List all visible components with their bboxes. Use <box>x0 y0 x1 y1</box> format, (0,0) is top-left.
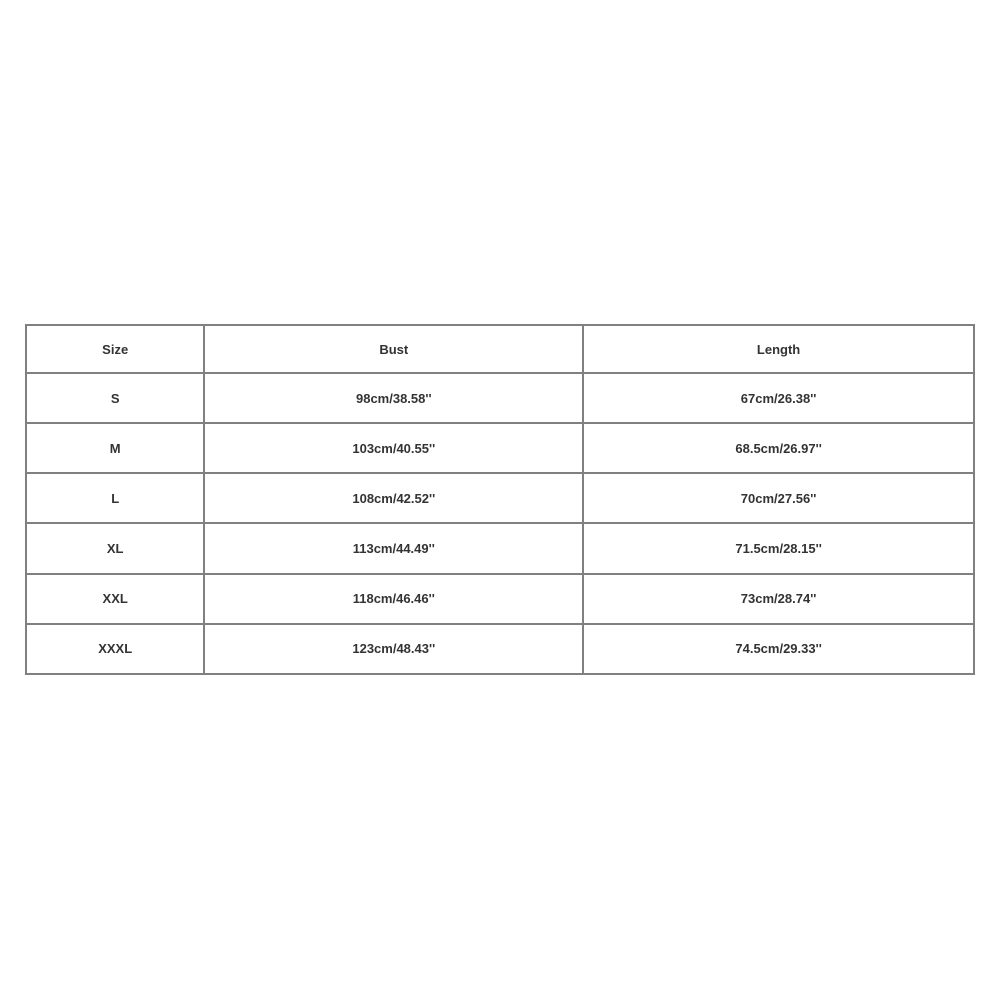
cell-length: 74.5cm/29.33'' <box>583 624 974 674</box>
cell-bust: 103cm/40.55'' <box>204 423 583 473</box>
table-row <box>26 624 974 674</box>
cell-bust: 108cm/42.52'' <box>204 473 583 523</box>
header-bust: Bust <box>204 325 583 373</box>
cell-bust: 113cm/44.49'' <box>204 523 583 573</box>
header-row <box>26 325 974 373</box>
cell-size: M <box>26 423 204 473</box>
cell-bust: 98cm/38.58'' <box>204 373 583 423</box>
cell-size: L <box>26 473 204 523</box>
cell-length: 71.5cm/28.15'' <box>583 523 974 573</box>
cell-length: 70cm/27.56'' <box>583 473 974 523</box>
cell-size: XL <box>26 523 204 573</box>
cell-length: 67cm/26.38'' <box>583 373 974 423</box>
table-row <box>26 574 974 624</box>
table-row <box>26 373 974 423</box>
header-size: Size <box>26 325 204 373</box>
cell-size: XXXL <box>26 624 204 674</box>
cell-size: S <box>26 373 204 423</box>
header-length: Length <box>583 325 974 373</box>
cell-bust: 118cm/46.46'' <box>204 574 583 624</box>
cell-size: XXL <box>26 574 204 624</box>
cell-length: 73cm/28.74'' <box>583 574 974 624</box>
cell-bust: 123cm/48.43'' <box>204 624 583 674</box>
size-chart-table <box>25 324 975 675</box>
cell-length: 68.5cm/26.97'' <box>583 423 974 473</box>
table-row <box>26 423 974 473</box>
table-row <box>26 473 974 523</box>
table-row <box>26 523 974 573</box>
